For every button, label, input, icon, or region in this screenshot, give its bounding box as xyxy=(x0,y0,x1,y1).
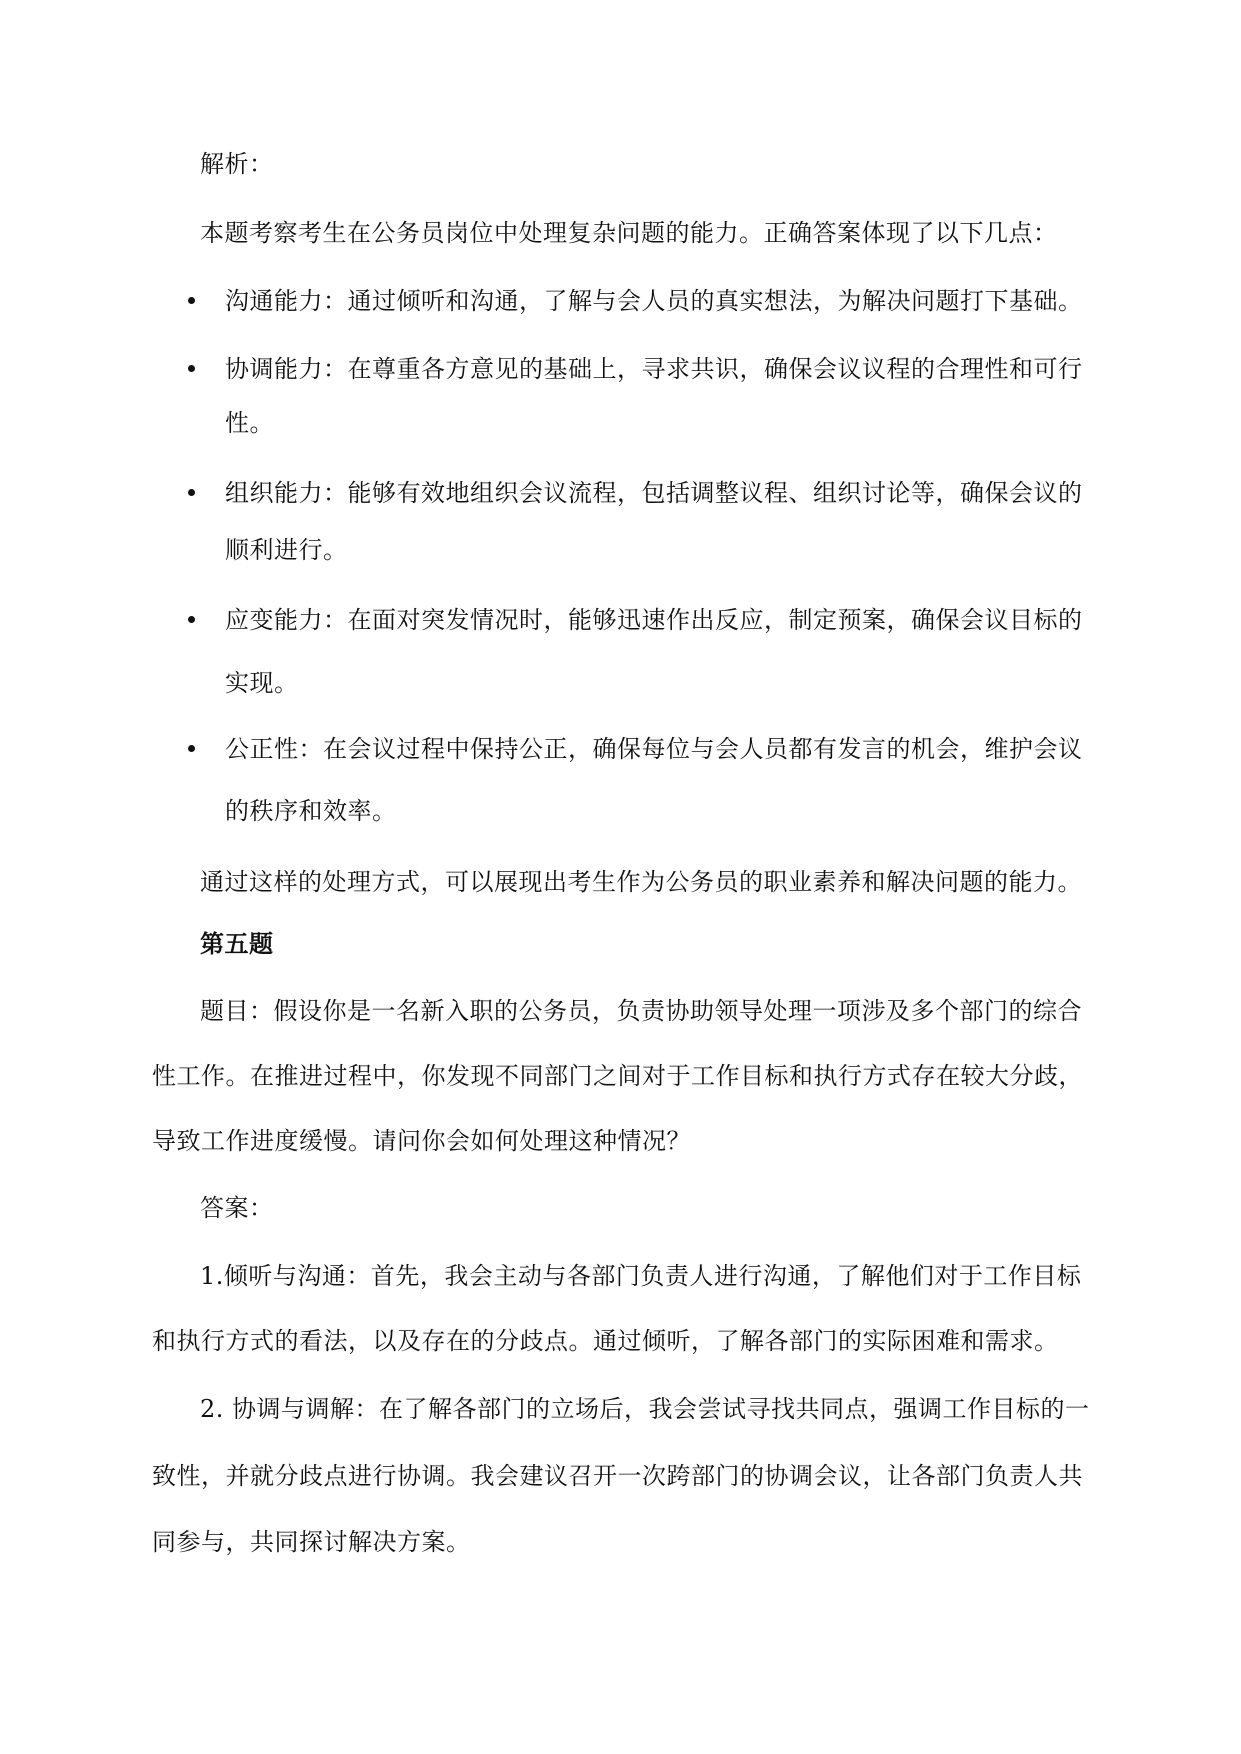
analysis-label: 解析： xyxy=(200,150,274,178)
answer-1-line-1: 1.倾听与沟通：首先，我会主动与各部门负责人进行沟通，了解他们对于工作目标 xyxy=(200,1262,1082,1290)
point-5-line-1: 公正性：在会议过程中保持公正，确保每位与会人员都有发言的机会，维护会议 xyxy=(225,735,1083,763)
conclusion: 通过这样的处理方式，可以展现出考生作为公务员的职业素养和解决问题的能力。 xyxy=(200,868,1082,896)
bullet-icon xyxy=(188,297,195,304)
point-2-line-1: 协调能力：在尊重各方意见的基础上，寻求共识，确保会议议程的合理性和可行 xyxy=(225,355,1083,383)
point-3-line-1: 组织能力：能够有效地组织会议流程，包括调整议程、组织讨论等，确保会议的 xyxy=(225,479,1083,507)
section-title: 第五题 xyxy=(200,929,274,958)
point-5-line-2: 的秩序和效率。 xyxy=(225,797,397,825)
bullet-icon xyxy=(188,489,195,496)
bullet-icon xyxy=(188,616,195,623)
answer-1-line-2: 和执行方式的看法，以及存在的分歧点。通过倾听，了解各部门的实际困难和需求。 xyxy=(152,1327,1059,1355)
answer-label: 答案： xyxy=(200,1194,274,1222)
bullet-icon xyxy=(188,365,195,372)
answer-2-line-2: 致性，并就分歧点进行协调。我会建议召开一次跨部门的协调会议，让各部门负责人共 xyxy=(152,1462,1083,1490)
answer-2-line-1: 2. 协调与调解：在了解各部门的立场后，我会尝试寻找共同点，强调工作目标的一 xyxy=(200,1395,1090,1423)
bullet-icon xyxy=(188,745,195,752)
point-1-line-1: 沟通能力：通过倾听和沟通，了解与会人员的真实想法，为解决问题打下基础。 xyxy=(225,287,1083,315)
question-line-1: 题目：假设你是一名新入职的公务员，负责协助领导处理一项涉及多个部门的综合 xyxy=(200,997,1082,1025)
point-3-line-2: 顺利进行。 xyxy=(225,536,348,564)
analysis-intro: 本题考察考生在公务员岗位中处理复杂问题的能力。正确答案体现了以下几点： xyxy=(200,219,1058,247)
question-line-3: 导致工作进度缓慢。请问你会如何处理这种情况？ xyxy=(152,1127,691,1155)
point-2-line-2: 性。 xyxy=(225,409,274,437)
point-4-line-2: 实现。 xyxy=(225,669,299,697)
point-4-line-1: 应变能力：在面对突发情况时，能够迅速作出反应，制定预案，确保会议目标的 xyxy=(225,606,1083,634)
answer-2-line-3: 同参与，共同探讨解决方案。 xyxy=(152,1528,471,1556)
question-line-2: 性工作。在推进过程中，你发现不同部门之间对于工作目标和执行方式存在较大分歧， xyxy=(152,1062,1083,1090)
